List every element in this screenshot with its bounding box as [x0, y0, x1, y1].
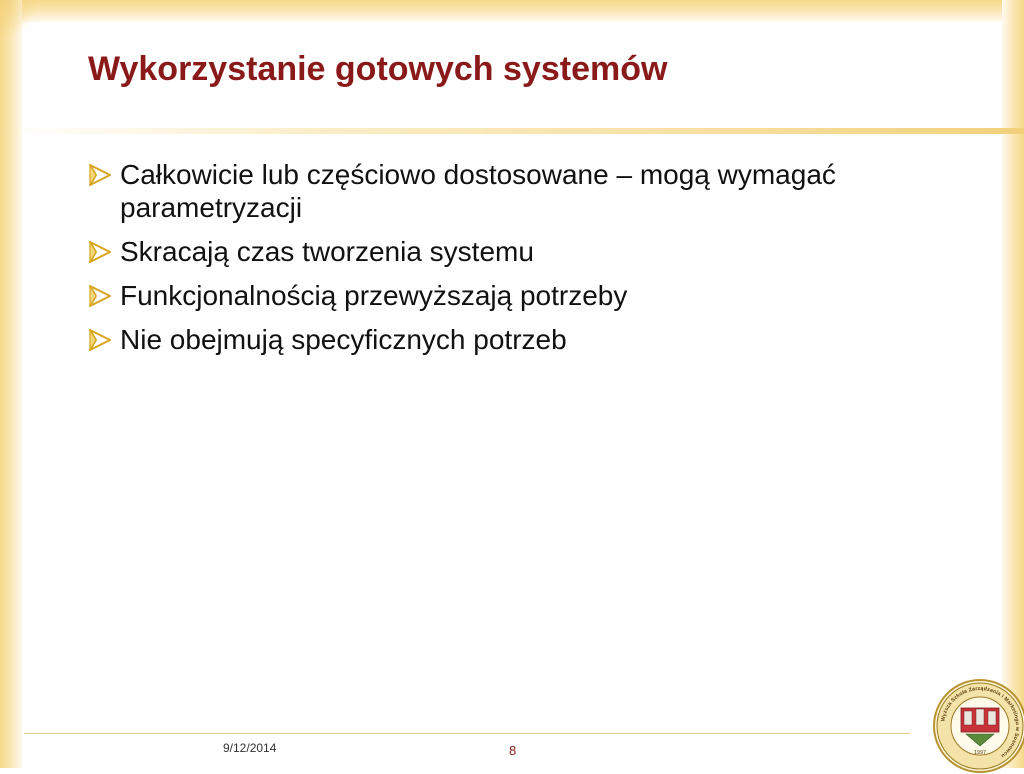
bullet-item — [88, 279, 948, 312]
page-number: 8 — [509, 743, 517, 758]
university-seal-logo — [932, 678, 1024, 774]
footer-divider — [24, 733, 910, 734]
bullet-item — [88, 158, 948, 224]
frame-corner — [0, 0, 40, 40]
title-divider — [0, 128, 1024, 134]
frame-top-border — [0, 0, 1024, 22]
arrow-bullet-icon — [88, 241, 112, 263]
seal-year: 1997 — [973, 750, 987, 756]
bullet-text: Funkcjonalnością przewyższają potrzeby — [120, 280, 628, 311]
footer-date: 9/12/2014 — [223, 741, 277, 755]
bullet-text: Nie obejmują specyficznych potrzeb — [120, 324, 567, 355]
arrow-bullet-icon — [88, 164, 112, 186]
seal-ring-text: Wyższa Szkoła Zarządzania i Marketingu w Sosnowcu — [940, 685, 1021, 759]
frame-right-border — [1002, 0, 1024, 768]
arrow-bullet-icon — [88, 285, 112, 307]
slide-title: Wykorzystanie gotowych systemów — [88, 50, 668, 88]
bullet-list — [88, 158, 948, 367]
bullet-text: Skracają czas tworzenia systemu — [120, 236, 534, 267]
bullet-item — [88, 323, 948, 356]
frame-left-border — [0, 0, 22, 768]
bullet-item — [88, 235, 948, 268]
bullet-text: Całkowicie lub częściowo dostosowane – mogą wymagać parametryzacji — [120, 159, 836, 223]
arrow-bullet-icon — [88, 329, 112, 351]
